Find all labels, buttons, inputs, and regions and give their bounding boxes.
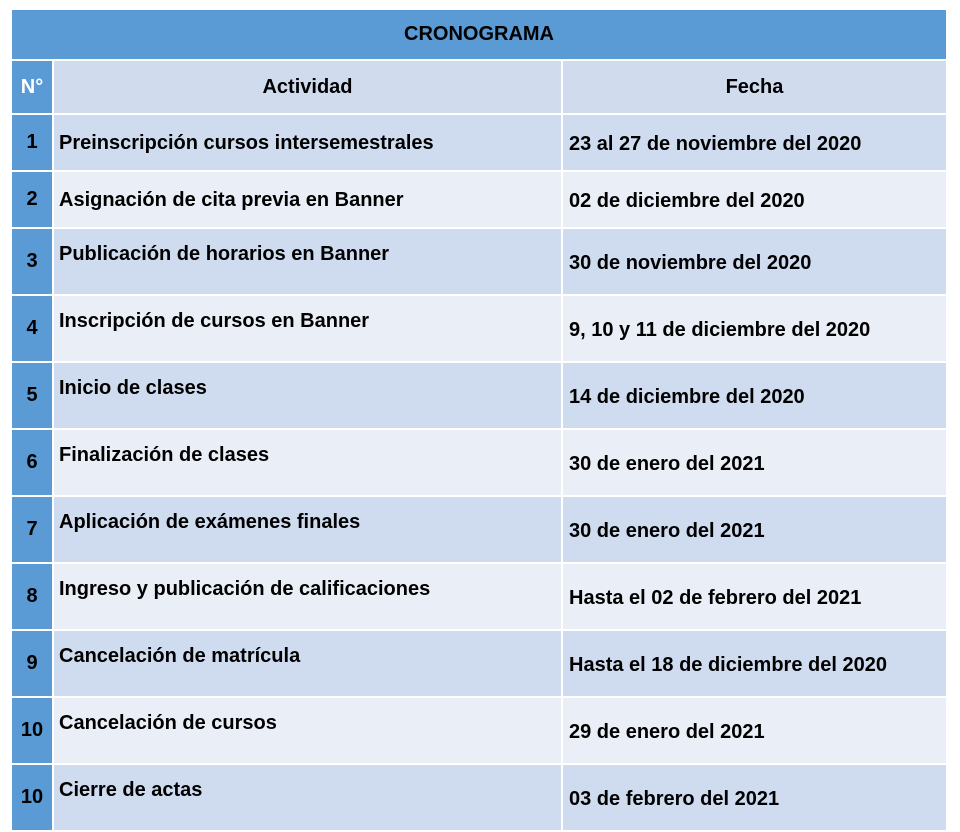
row-activity: Preinscripción cursos intersemestrales	[54, 115, 563, 172]
table-row	[12, 172, 946, 229]
row-number: 1	[12, 115, 54, 172]
table-row	[12, 631, 946, 698]
row-number: 9	[12, 631, 54, 698]
table-title: CRONOGRAMA	[12, 10, 946, 61]
row-date: 30 de noviembre del 2020	[563, 229, 946, 296]
row-activity: Cancelación de matrícula	[54, 631, 563, 698]
row-number: 2	[12, 172, 54, 229]
row-date: 03 de febrero del 2021	[563, 765, 946, 832]
row-number: 5	[12, 363, 54, 430]
table-row	[12, 363, 946, 430]
table-row	[12, 564, 946, 631]
row-number: 10	[12, 698, 54, 765]
column-header-number: N°	[12, 61, 54, 115]
row-number: 6	[12, 430, 54, 497]
row-activity: Finalización de clases	[54, 430, 563, 497]
table-row	[12, 296, 946, 363]
schedule-table	[12, 10, 946, 832]
row-activity: Aplicación de exámenes finales	[54, 497, 563, 564]
row-date: 30 de enero del 2021	[563, 430, 946, 497]
row-date: Hasta el 02 de febrero del 2021	[563, 564, 946, 631]
table-row	[12, 698, 946, 765]
row-number: 7	[12, 497, 54, 564]
row-activity: Inscripción de cursos en Banner	[54, 296, 563, 363]
column-header-activity: Actividad	[54, 61, 563, 115]
row-number: 3	[12, 229, 54, 296]
row-date: 02 de diciembre del 2020	[563, 172, 946, 229]
table-row	[12, 115, 946, 172]
row-activity: Inicio de clases	[54, 363, 563, 430]
row-number: 8	[12, 564, 54, 631]
row-activity: Ingreso y publicación de calificaciones	[54, 564, 563, 631]
row-number: 10	[12, 765, 54, 832]
table-row	[12, 229, 946, 296]
row-number: 4	[12, 296, 54, 363]
table-row	[12, 765, 946, 832]
row-activity: Cierre de actas	[54, 765, 563, 832]
row-date: 14 de diciembre del 2020	[563, 363, 946, 430]
column-header-date: Fecha	[563, 61, 946, 115]
row-activity: Asignación de cita previa en Banner	[54, 172, 563, 229]
table-row	[12, 430, 946, 497]
row-date: 29 de enero del 2021	[563, 698, 946, 765]
header-row	[12, 61, 946, 115]
row-date: 23 al 27 de noviembre del 2020	[563, 115, 946, 172]
row-date: Hasta el 18 de diciembre del 2020	[563, 631, 946, 698]
row-date: 9, 10 y 11 de diciembre del 2020	[563, 296, 946, 363]
row-activity: Cancelación de cursos	[54, 698, 563, 765]
row-activity: Publicación de horarios en Banner	[54, 229, 563, 296]
table-row	[12, 497, 946, 564]
row-date: 30 de enero del 2021	[563, 497, 946, 564]
